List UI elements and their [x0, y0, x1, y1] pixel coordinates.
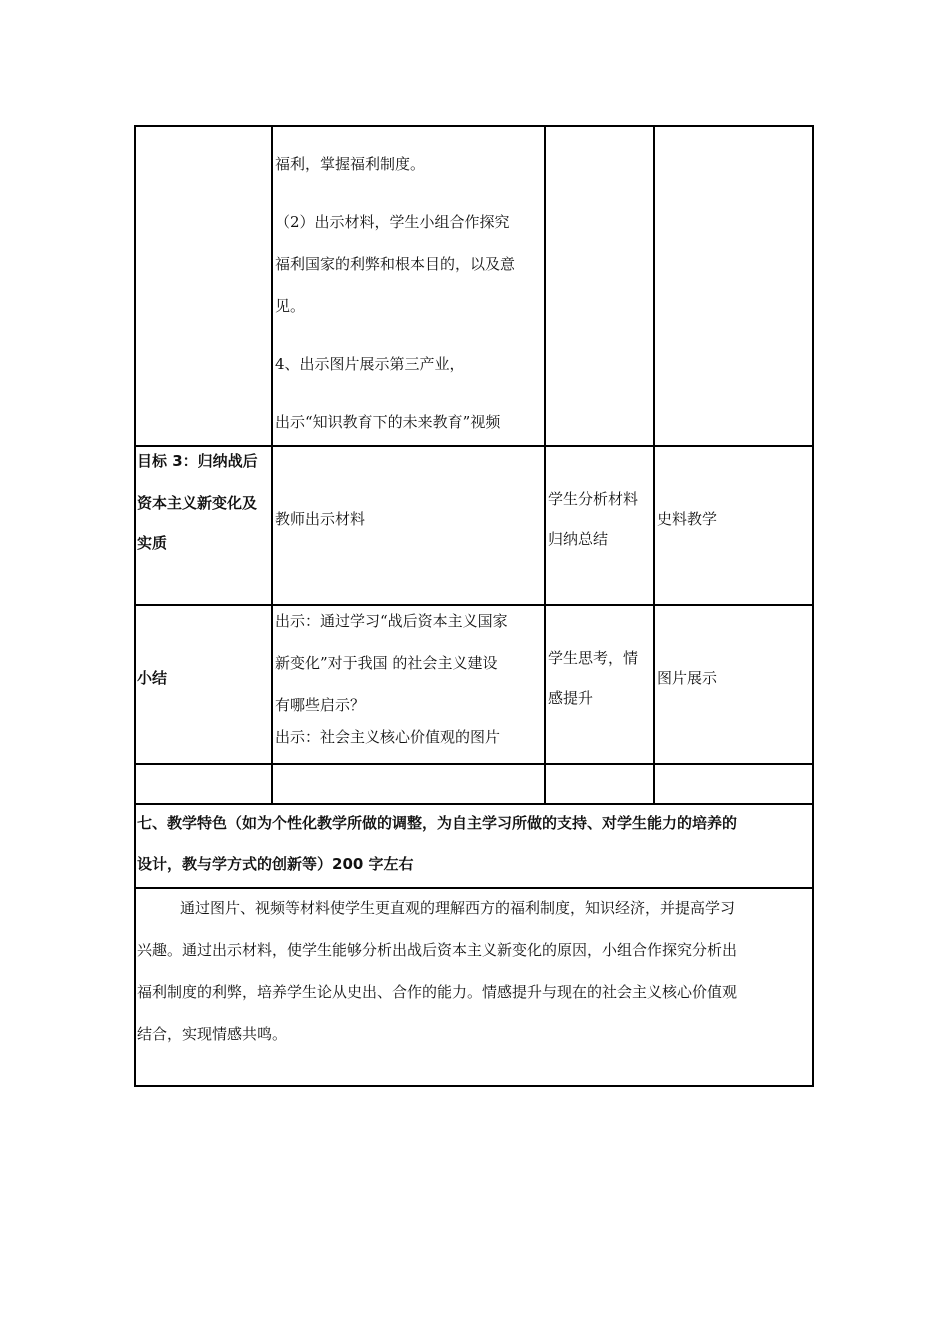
goal-line: 目标 3：归纳战后 [137, 452, 258, 470]
body-line: 福利制度的利弊，培养学生论从史出、合作的能力。情感提升与现在的社会主义核心价值观 [137, 983, 738, 1001]
student-activity-cell [546, 606, 655, 763]
method-cell [655, 127, 812, 445]
goal-cell [136, 606, 273, 763]
goal-cell [136, 447, 273, 604]
text-line: 福利国家的利弊和根本目的，以及意 [275, 255, 516, 273]
method-cell [655, 606, 812, 763]
body-line: 通过图片、视频等材料使学生更直观的理解西方的福利制度，知识经济，并提高学习 [180, 899, 736, 917]
text-line: 出示“知识教育下的未来教育”视频 [275, 413, 501, 431]
text-line: 4、出示图片展示第三产业， [275, 355, 465, 373]
student-line: 学生分析材料 [548, 490, 639, 508]
teacher-line: 有哪些启示？ [275, 696, 366, 714]
text-line: （2）出示材料，学生小组合作探究 [275, 213, 510, 231]
teacher-text: 教师出示材料 [275, 510, 366, 528]
text-line: 见。 [275, 297, 306, 315]
section-body [136, 889, 812, 1085]
summary-label: 小结 [137, 669, 168, 687]
empty-cell [546, 765, 655, 803]
student-activity-cell [546, 127, 655, 445]
student-line: 感提升 [548, 689, 594, 707]
method-cell [655, 447, 812, 604]
student-activity-cell [546, 447, 655, 604]
heading-line: 设计，教与学方式的创新等）200 字左右 [137, 855, 414, 873]
method-text: 图片展示 [657, 669, 718, 687]
text-line: 福利，掌握福利制度。 [275, 155, 426, 173]
body-line: 结合，实现情感共鸣。 [137, 1025, 288, 1043]
body-line: 兴趣。通过出示材料，使学生能够分析出战后资本主义新变化的原因，小组合作探究分析出 [137, 941, 738, 959]
section-body-row [136, 889, 812, 1085]
lesson-plan-table [134, 125, 814, 1087]
section-heading [136, 805, 812, 887]
goal-line: 资本主义新变化及 [137, 494, 258, 512]
heading-line: 七、教学特色（如为个性化教学所做的调整，为自主学习所做的支持、对学生能力的培养的 [137, 814, 738, 832]
empty-cell [655, 765, 812, 803]
teacher-line: 出示：通过学习“战后资本主义国家 [275, 612, 508, 630]
section-heading-row [136, 805, 812, 889]
goal-line: 实质 [137, 534, 168, 552]
student-line: 归纳总结 [548, 530, 609, 548]
table-row [136, 127, 812, 447]
student-line: 学生思考，情 [548, 649, 639, 667]
teacher-activity-cell [273, 127, 546, 445]
empty-cell [273, 765, 546, 803]
empty-cell [136, 765, 273, 803]
teacher-line: 新变化”对于我国 的社会主义建设 [275, 654, 498, 672]
goal-cell [136, 127, 273, 445]
teacher-activity-cell [273, 447, 546, 604]
table-row [136, 447, 812, 606]
method-text: 史料教学 [657, 510, 718, 528]
teacher-activity-cell [273, 606, 546, 763]
teacher-line: 出示：社会主义核心价值观的图片 [275, 728, 501, 746]
table-row [136, 606, 812, 765]
table-row [136, 765, 812, 805]
